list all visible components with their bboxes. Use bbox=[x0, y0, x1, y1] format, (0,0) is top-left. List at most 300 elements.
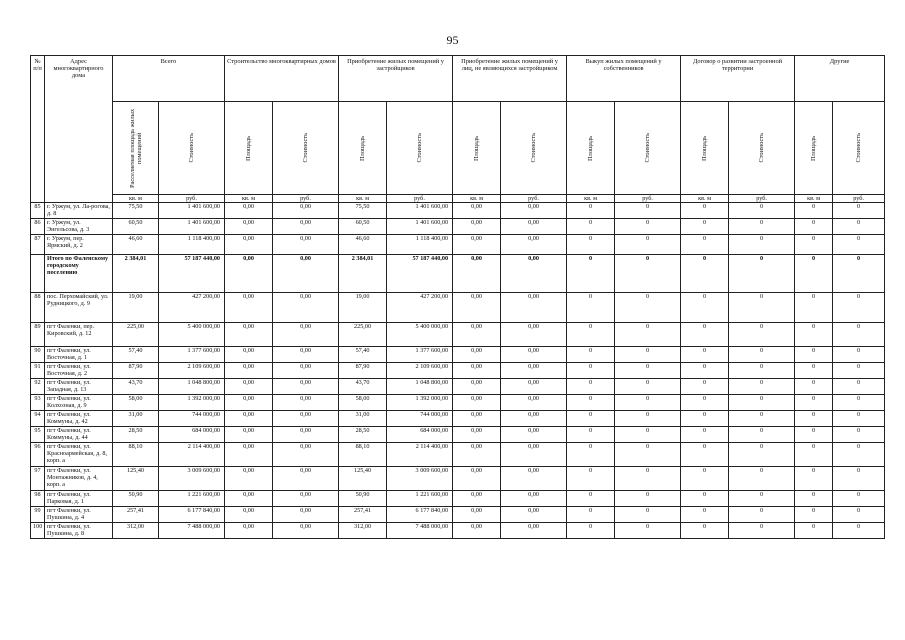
row-value: 0 bbox=[729, 323, 795, 347]
row-value: 0 bbox=[795, 255, 833, 293]
row-address: г. Уржум, ул. Ла-рогова, д. 8 bbox=[45, 203, 113, 219]
row-value: 0,00 bbox=[501, 293, 567, 323]
row-value: 0,00 bbox=[453, 255, 501, 293]
row-value: 60,50 bbox=[113, 219, 159, 235]
row-value: 0 bbox=[681, 467, 729, 491]
row-value: 0 bbox=[567, 219, 615, 235]
row-value: 0 bbox=[567, 363, 615, 379]
row-value: 0 bbox=[567, 255, 615, 293]
row-address: пгт Фаленки, ул. Восточная, д. 2 bbox=[45, 363, 113, 379]
row-value: 427 200,00 bbox=[387, 293, 453, 323]
row-value: 257,41 bbox=[113, 507, 159, 523]
row-value: 0 bbox=[681, 219, 729, 235]
row-value: 0,00 bbox=[273, 235, 339, 255]
row-value: 88,10 bbox=[339, 443, 387, 467]
row-number: 86 bbox=[31, 219, 45, 235]
row-value: 0 bbox=[681, 363, 729, 379]
row-address: г. Уржум, ул. Энгельсова, д. 3 bbox=[45, 219, 113, 235]
row-value: 0 bbox=[567, 467, 615, 491]
row-value: 744 000,00 bbox=[387, 411, 453, 427]
row-value: 3 009 600,00 bbox=[159, 467, 225, 491]
row-value: 2 114 400,00 bbox=[159, 443, 225, 467]
row-value: 43,70 bbox=[113, 379, 159, 395]
table-row bbox=[31, 411, 885, 427]
row-value: 0 bbox=[833, 379, 885, 395]
row-value: 87,90 bbox=[113, 363, 159, 379]
table-row bbox=[31, 523, 885, 539]
row-value: 0 bbox=[833, 427, 885, 443]
row-address: пгт Фаленки, ул. Монтажников, д. 4, корп. а bbox=[45, 467, 113, 491]
row-value: 0 bbox=[615, 491, 681, 507]
row-value: 0,00 bbox=[453, 363, 501, 379]
row-value: 31,00 bbox=[339, 411, 387, 427]
row-value: 87,90 bbox=[339, 363, 387, 379]
row-value: 0,00 bbox=[501, 255, 567, 293]
row-value: 0 bbox=[567, 293, 615, 323]
row-value: 0 bbox=[795, 427, 833, 443]
row-value: 0 bbox=[833, 323, 885, 347]
row-value: 0 bbox=[681, 507, 729, 523]
subheader-col-1: Стоимость bbox=[159, 102, 225, 195]
row-value: 2 384,01 bbox=[113, 255, 159, 293]
row-value: 0 bbox=[795, 293, 833, 323]
unit-cell: кв. м bbox=[113, 195, 159, 203]
row-value: 1 392 000,00 bbox=[159, 395, 225, 411]
row-value: 0 bbox=[615, 255, 681, 293]
row-address: пгт Фаленки, ул. Восточная, д. 1 bbox=[45, 347, 113, 363]
row-number: 96 bbox=[31, 443, 45, 467]
row-value: 0,00 bbox=[501, 523, 567, 539]
row-value: 88,10 bbox=[113, 443, 159, 467]
row-value: 0,00 bbox=[453, 411, 501, 427]
subheader-col-10: Площадь bbox=[681, 102, 729, 195]
row-value: 0 bbox=[681, 395, 729, 411]
row-value: 19,00 bbox=[339, 293, 387, 323]
row-value: 0 bbox=[567, 395, 615, 411]
row-value: 0,00 bbox=[225, 235, 273, 255]
row-value: 0 bbox=[615, 293, 681, 323]
row-value: 0,00 bbox=[501, 203, 567, 219]
row-value: 0 bbox=[795, 443, 833, 467]
row-value: 50,90 bbox=[339, 491, 387, 507]
row-value: 0,00 bbox=[453, 203, 501, 219]
row-number: 89 bbox=[31, 323, 45, 347]
row-value: 0 bbox=[615, 411, 681, 427]
row-value: 0,00 bbox=[453, 219, 501, 235]
table-row bbox=[31, 219, 885, 235]
row-value: 0,00 bbox=[501, 467, 567, 491]
row-value: 0,00 bbox=[225, 363, 273, 379]
row-value: 0 bbox=[681, 491, 729, 507]
row-value: 0,00 bbox=[273, 203, 339, 219]
row-address: Итого по Фаленскому городскому поселению bbox=[45, 255, 113, 293]
row-value: 0,00 bbox=[225, 411, 273, 427]
row-value: 1 118 400,00 bbox=[159, 235, 225, 255]
row-value: 2 109 600,00 bbox=[159, 363, 225, 379]
row-value: 3 009 600,00 bbox=[387, 467, 453, 491]
subheader-col-6: Площадь bbox=[453, 102, 501, 195]
row-value: 0 bbox=[729, 411, 795, 427]
row-value: 19,00 bbox=[113, 293, 159, 323]
row-value: 0 bbox=[681, 293, 729, 323]
row-value: 0,00 bbox=[225, 219, 273, 235]
row-value: 0 bbox=[681, 347, 729, 363]
row-value: 0,00 bbox=[501, 443, 567, 467]
row-value: 0 bbox=[795, 379, 833, 395]
row-value: 1 377 600,00 bbox=[159, 347, 225, 363]
row-value: 0 bbox=[833, 235, 885, 255]
row-address: г. Уржум, пер. Ярмский, д. 2 bbox=[45, 235, 113, 255]
row-value: 0,00 bbox=[273, 523, 339, 539]
unit-cell: кв. м bbox=[225, 195, 273, 203]
row-value: 0,00 bbox=[453, 507, 501, 523]
row-value: 0,00 bbox=[453, 443, 501, 467]
header-num: № п/п bbox=[31, 56, 45, 203]
row-value: 0 bbox=[567, 443, 615, 467]
subheader-col-0: Расселяемая площадь жилых помещений bbox=[113, 102, 159, 195]
header-group-other: Другие bbox=[795, 56, 885, 102]
row-value: 2 114 400,00 bbox=[387, 443, 453, 467]
row-value: 1 221 600,00 bbox=[159, 491, 225, 507]
table-row bbox=[31, 491, 885, 507]
row-value: 1 401 600,00 bbox=[159, 203, 225, 219]
row-value: 0,00 bbox=[453, 491, 501, 507]
row-value: 0 bbox=[567, 347, 615, 363]
row-value: 0 bbox=[615, 443, 681, 467]
unit-cell: руб. bbox=[729, 195, 795, 203]
row-address: пгт Фаленки, ул. Парковая, д. 1 bbox=[45, 491, 113, 507]
row-value: 6 177 840,00 bbox=[387, 507, 453, 523]
row-value: 257,41 bbox=[339, 507, 387, 523]
row-value: 0,00 bbox=[225, 443, 273, 467]
row-value: 0 bbox=[681, 255, 729, 293]
row-value: 1 048 800,00 bbox=[159, 379, 225, 395]
row-value: 0,00 bbox=[225, 395, 273, 411]
row-value: 57,40 bbox=[339, 347, 387, 363]
row-value: 0 bbox=[795, 235, 833, 255]
subheader-col-8: Площадь bbox=[567, 102, 615, 195]
row-value: 0,00 bbox=[225, 491, 273, 507]
subheader-col-13: Стоимость bbox=[833, 102, 885, 195]
row-value: 125,40 bbox=[339, 467, 387, 491]
row-address: пгт Фаленки, ул. Красноармейская, д. 8, корп. а bbox=[45, 443, 113, 467]
row-value: 0 bbox=[729, 379, 795, 395]
row-value: 312,00 bbox=[339, 523, 387, 539]
row-value: 0 bbox=[795, 347, 833, 363]
row-value: 0 bbox=[729, 235, 795, 255]
unit-cell: руб. bbox=[833, 195, 885, 203]
row-value: 0,00 bbox=[501, 363, 567, 379]
unit-cell: кв. м bbox=[795, 195, 833, 203]
row-value: 0 bbox=[729, 427, 795, 443]
unit-cell: кв. м bbox=[681, 195, 729, 203]
row-value: 0,00 bbox=[273, 491, 339, 507]
row-value: 0,00 bbox=[453, 293, 501, 323]
table-row bbox=[31, 293, 885, 323]
row-value: 312,00 bbox=[113, 523, 159, 539]
row-value: 0,00 bbox=[273, 323, 339, 347]
row-value: 0 bbox=[795, 411, 833, 427]
header-group-territory: Договор о развитии застроенной территории bbox=[681, 56, 795, 102]
unit-cell: кв. м bbox=[567, 195, 615, 203]
subheader-col-4: Площадь bbox=[339, 102, 387, 195]
row-value: 0 bbox=[833, 443, 885, 467]
row-value: 0 bbox=[729, 255, 795, 293]
subheader-col-2: Площадь bbox=[225, 102, 273, 195]
row-value: 28,50 bbox=[339, 427, 387, 443]
table-row bbox=[31, 323, 885, 347]
subheader-col-7: Стоимость bbox=[501, 102, 567, 195]
row-value: 0,00 bbox=[225, 467, 273, 491]
row-value: 0 bbox=[567, 411, 615, 427]
row-value: 0 bbox=[729, 347, 795, 363]
row-value: 1 401 600,00 bbox=[159, 219, 225, 235]
row-value: 1 392 000,00 bbox=[387, 395, 453, 411]
row-value: 0 bbox=[795, 323, 833, 347]
row-value: 2 109 600,00 bbox=[387, 363, 453, 379]
row-value: 1 377 600,00 bbox=[387, 347, 453, 363]
row-value: 0 bbox=[681, 411, 729, 427]
row-value: 0 bbox=[615, 379, 681, 395]
row-value: 0,00 bbox=[453, 395, 501, 411]
row-value: 0,00 bbox=[273, 443, 339, 467]
table-row bbox=[31, 507, 885, 523]
row-value: 0,00 bbox=[273, 219, 339, 235]
row-value: 0 bbox=[795, 507, 833, 523]
row-value: 0 bbox=[681, 203, 729, 219]
row-value: 0,00 bbox=[453, 427, 501, 443]
row-value: 0 bbox=[615, 467, 681, 491]
row-address: пгт Фаленки, ул. Коммуны, д. 42 bbox=[45, 411, 113, 427]
table-row bbox=[31, 379, 885, 395]
row-value: 0 bbox=[833, 523, 885, 539]
row-value: 28,50 bbox=[113, 427, 159, 443]
total-row bbox=[31, 255, 885, 293]
row-value: 0 bbox=[615, 235, 681, 255]
row-value: 57 187 440,00 bbox=[387, 255, 453, 293]
header-address: Адрес многоквартирного дома bbox=[45, 56, 113, 203]
row-number: 91 bbox=[31, 363, 45, 379]
row-value: 0 bbox=[795, 363, 833, 379]
row-value: 0 bbox=[615, 203, 681, 219]
row-value: 0,00 bbox=[273, 293, 339, 323]
row-value: 225,00 bbox=[113, 323, 159, 347]
row-value: 0,00 bbox=[273, 379, 339, 395]
row-value: 7 488 000,00 bbox=[387, 523, 453, 539]
row-value: 0,00 bbox=[273, 411, 339, 427]
row-value: 2 384,01 bbox=[339, 255, 387, 293]
table-row bbox=[31, 395, 885, 411]
table-row bbox=[31, 427, 885, 443]
row-address: пгт Фаленки, ул. Коммуны, д. 44 bbox=[45, 427, 113, 443]
row-value: 0 bbox=[615, 507, 681, 523]
row-number: 92 bbox=[31, 379, 45, 395]
row-value: 0 bbox=[795, 467, 833, 491]
row-value: 60,50 bbox=[339, 219, 387, 235]
row-value: 0 bbox=[615, 347, 681, 363]
row-value: 0,00 bbox=[273, 255, 339, 293]
row-value: 0,00 bbox=[453, 323, 501, 347]
row-value: 1 048 800,00 bbox=[387, 379, 453, 395]
row-number: 100 bbox=[31, 523, 45, 539]
row-value: 0 bbox=[615, 395, 681, 411]
row-value: 0 bbox=[615, 363, 681, 379]
row-address: пгт Фаленки, пер. Кировский, д. 12 bbox=[45, 323, 113, 347]
row-value: 0 bbox=[833, 293, 885, 323]
row-value: 0 bbox=[833, 395, 885, 411]
unit-cell: руб. bbox=[615, 195, 681, 203]
row-address: пгт Фаленки, ул. Западная, д. 13 bbox=[45, 379, 113, 395]
row-value: 125,40 bbox=[113, 467, 159, 491]
row-number bbox=[31, 255, 45, 293]
row-value: 0,00 bbox=[501, 395, 567, 411]
row-value: 0,00 bbox=[453, 347, 501, 363]
row-value: 0 bbox=[567, 427, 615, 443]
row-value: 427 200,00 bbox=[159, 293, 225, 323]
row-value: 0 bbox=[833, 203, 885, 219]
row-value: 0 bbox=[681, 235, 729, 255]
unit-cell: руб. bbox=[387, 195, 453, 203]
row-value: 0 bbox=[567, 235, 615, 255]
row-value: 1 401 600,00 bbox=[387, 203, 453, 219]
row-value: 46,60 bbox=[113, 235, 159, 255]
row-value: 6 177 840,00 bbox=[159, 507, 225, 523]
row-value: 0 bbox=[615, 523, 681, 539]
row-value: 0 bbox=[729, 507, 795, 523]
row-value: 0,00 bbox=[501, 491, 567, 507]
table-row bbox=[31, 347, 885, 363]
row-number: 90 bbox=[31, 347, 45, 363]
row-value: 0 bbox=[681, 523, 729, 539]
header-group-construction: Строительство многоквартирных домов bbox=[225, 56, 339, 102]
row-number: 99 bbox=[31, 507, 45, 523]
header-group-buyout: Выкуп жилых помещений у собственников bbox=[567, 56, 681, 102]
subheader-col-12: Площадь bbox=[795, 102, 833, 195]
row-value: 5 400 000,00 bbox=[159, 323, 225, 347]
row-value: 43,70 bbox=[339, 379, 387, 395]
row-value: 0 bbox=[795, 491, 833, 507]
row-value: 1 221 600,00 bbox=[387, 491, 453, 507]
row-value: 744 000,00 bbox=[159, 411, 225, 427]
row-value: 0 bbox=[833, 411, 885, 427]
row-value: 0 bbox=[729, 491, 795, 507]
row-value: 0,00 bbox=[273, 507, 339, 523]
row-value: 0 bbox=[615, 427, 681, 443]
row-value: 0 bbox=[567, 203, 615, 219]
row-value: 58,00 bbox=[339, 395, 387, 411]
header-group-non-developers: Приобретение жилых помещений у лиц, не являющихся застройщиком bbox=[453, 56, 567, 102]
row-value: 0,00 bbox=[501, 427, 567, 443]
row-value: 0 bbox=[795, 523, 833, 539]
table-row bbox=[31, 235, 885, 255]
row-number: 87 bbox=[31, 235, 45, 255]
row-value: 0 bbox=[833, 507, 885, 523]
row-value: 57,40 bbox=[113, 347, 159, 363]
row-value: 0 bbox=[729, 363, 795, 379]
row-value: 0 bbox=[833, 347, 885, 363]
row-value: 0,00 bbox=[225, 523, 273, 539]
row-value: 75,50 bbox=[113, 203, 159, 219]
subheader-col-3: Стоимость bbox=[273, 102, 339, 195]
row-value: 225,00 bbox=[339, 323, 387, 347]
row-value: 0,00 bbox=[501, 323, 567, 347]
row-value: 0 bbox=[567, 507, 615, 523]
resettlement-table bbox=[30, 55, 885, 539]
table-row bbox=[31, 203, 885, 219]
unit-cell: кв. м bbox=[339, 195, 387, 203]
header-group-developers: Приобретение жилых помещений у застройщиков bbox=[339, 56, 453, 102]
row-value: 0 bbox=[729, 467, 795, 491]
row-value: 50,90 bbox=[113, 491, 159, 507]
row-value: 0,00 bbox=[501, 219, 567, 235]
row-value: 0,00 bbox=[453, 523, 501, 539]
row-value: 0 bbox=[833, 255, 885, 293]
row-value: 0,00 bbox=[225, 203, 273, 219]
row-value: 0 bbox=[681, 443, 729, 467]
unit-cell: руб. bbox=[501, 195, 567, 203]
row-number: 88 bbox=[31, 293, 45, 323]
row-value: 0,00 bbox=[453, 235, 501, 255]
row-value: 0,00 bbox=[501, 235, 567, 255]
row-address: пгт Фаленки, ул. Пушкина, д. 8 bbox=[45, 523, 113, 539]
subheader-col-5: Стоимость bbox=[387, 102, 453, 195]
row-address: пос. Перхомайский, ул. Рудницкого, д. 9 bbox=[45, 293, 113, 323]
row-value: 684 000,00 bbox=[159, 427, 225, 443]
row-value: 0 bbox=[567, 491, 615, 507]
row-value: 0 bbox=[615, 219, 681, 235]
row-number: 95 bbox=[31, 427, 45, 443]
page-number: 95 bbox=[446, 33, 459, 47]
row-value: 0,00 bbox=[273, 467, 339, 491]
row-value: 0,00 bbox=[225, 507, 273, 523]
row-value: 31,00 bbox=[113, 411, 159, 427]
row-value: 75,50 bbox=[339, 203, 387, 219]
row-value: 0 bbox=[729, 219, 795, 235]
row-value: 0 bbox=[729, 443, 795, 467]
row-value: 0 bbox=[795, 203, 833, 219]
unit-cell: руб. bbox=[273, 195, 339, 203]
row-value: 58,00 bbox=[113, 395, 159, 411]
row-number: 85 bbox=[31, 203, 45, 219]
row-value: 0 bbox=[615, 323, 681, 347]
row-value: 0 bbox=[833, 219, 885, 235]
row-value: 0,00 bbox=[501, 379, 567, 395]
row-address: пгт Фаленки, ул. Пушкина, д. 4 bbox=[45, 507, 113, 523]
row-value: 0,00 bbox=[453, 467, 501, 491]
row-value: 0 bbox=[833, 363, 885, 379]
row-value: 0 bbox=[681, 379, 729, 395]
row-value: 0,00 bbox=[225, 427, 273, 443]
row-value: 0 bbox=[681, 323, 729, 347]
row-value: 0,00 bbox=[225, 379, 273, 395]
row-value: 0,00 bbox=[501, 411, 567, 427]
row-value: 0,00 bbox=[273, 347, 339, 363]
row-value: 0,00 bbox=[225, 293, 273, 323]
row-value: 0 bbox=[681, 427, 729, 443]
row-number: 98 bbox=[31, 491, 45, 507]
row-value: 0,00 bbox=[273, 427, 339, 443]
row-value: 57 187 440,00 bbox=[159, 255, 225, 293]
row-number: 97 bbox=[31, 467, 45, 491]
row-value: 1 118 400,00 bbox=[387, 235, 453, 255]
row-value: 0 bbox=[729, 293, 795, 323]
row-value: 0,00 bbox=[225, 347, 273, 363]
row-value: 0 bbox=[729, 523, 795, 539]
row-address: пгт Фаленки, ул. Колхозная, д. 9 bbox=[45, 395, 113, 411]
row-value: 1 401 600,00 bbox=[387, 219, 453, 235]
row-value: 0 bbox=[833, 467, 885, 491]
row-value: 0,00 bbox=[273, 363, 339, 379]
